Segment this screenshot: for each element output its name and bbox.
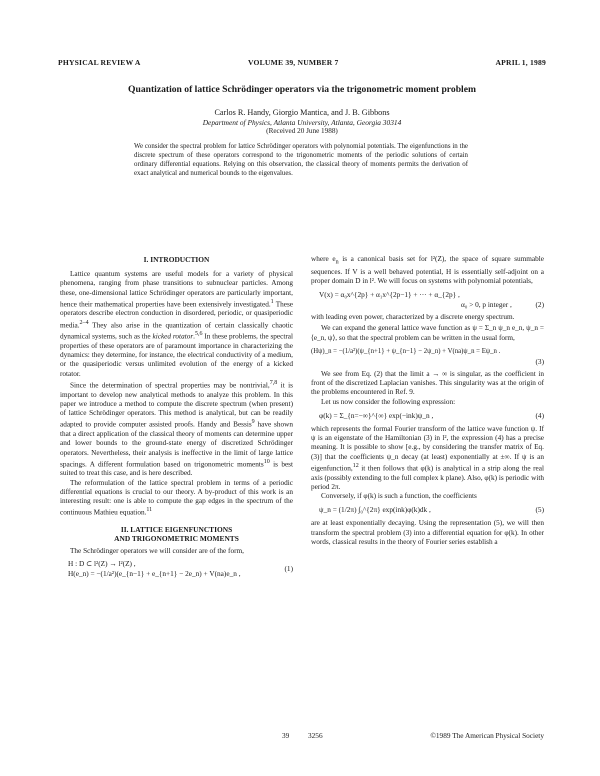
paragraph: We can expand the general lattice wave function as ψ = Σ_n ψ_n e_n, ψ_n = ⟨e_n, ψ⟩, so that the spectral problem can be written in the usual form, [311, 324, 544, 342]
reference-marker: 2–4 [79, 319, 89, 326]
affiliation: Department of Physics, Atlanta University, Atlanta, Georgia 30314 [202, 118, 402, 127]
left-column [60, 255, 293, 579]
equation-number: (5) [535, 505, 544, 515]
footer-volume: 39 [282, 731, 290, 740]
reference-marker: 1 [270, 298, 274, 305]
paragraph: Let us now consider the following expression: [321, 397, 456, 406]
paragraph: We see from Eq. (2) that the limit a → ∞ is singular, as the coefficient in front of the discretized Laplacian vanishes. This singularity was at the origin of the problems encountered in Ref. 9. [311, 369, 544, 397]
section-heading-lattice: II. LATTICE EIGENFUNCTIONS [120, 525, 233, 535]
reference-marker: 9 [251, 419, 255, 426]
paragraph: with leading even power, characterized by a discrete energy spectrum. [311, 313, 515, 322]
volume-number: VOLUME 39, NUMBER 7 [248, 58, 339, 67]
page-number: 3256 [308, 731, 323, 740]
copyright: ©1989 The American Physical Society [430, 731, 544, 740]
equation-5: ψ_n = (1/2π) ∫₀^{2π} exp(ink)φ(k)dk , (5) [319, 505, 544, 515]
paragraph: where $e_n$ is a canonical basis set for l²(Z), the space of square summable sequences. If V is a well behaved potential, H is essentially self-adjoint on a proper domain D in l². We will focus on systems with polynomial potentials, [311, 255, 544, 285]
author-list: Carlos R. Handy, Giorgio Mantica, and J. B. Gibbons [214, 108, 390, 117]
reference-marker: 7,8 [269, 379, 278, 386]
reference-marker: 11 [146, 507, 153, 514]
equation-number: (1) [284, 564, 293, 574]
paragraph: which represents the formal Fourier transform of the lattice wave function ψ. If ψ is an eigenstate of the Hamiltonian (3) in l², the expression (4) has a precise meaning. It is possible to show [e.g., by considering the transfer matrix of Eq. (3)] that the coefficients ψ_n decay (at least) exponentially at ±∞. If ψ is an eigenfunction,$^{12}$ it then follows that φ(k) is analytical in a strip along the real axis (possibly extending to the full complex k plane). Also, φ(k) is periodic with period 2π. [311, 424, 544, 491]
abstract: We consider the spectral problem for lattice Schrödinger operators with polynomial potentials. The eigenfunctions in the discrete spectrum of these operators correspond to the trigonometric moments of the periodic solutions of certain ordinary differential equations. Relying on this observation, the classical theory of moments permits the derivation of exact analytical and numerical bounds to the eigenvalues. [134, 143, 468, 177]
equation-1: H : D ⊂ l²(Z) → l²(Z) , H(e_n) = −(1/a²)(e_{n−1} + e_{n+1} − 2e_n) + V(na)e_n , (1) [68, 559, 293, 579]
equation-number: (4) [535, 410, 544, 420]
paragraph: The reformulation of the lattice spectral problem in terms of a periodic differential equations is crucial to our theory. A by-product of this work is an interesting result: one is able to compute the gap edges in the spectrum of the continuous Mathieu equation.$^{11}$ [60, 478, 293, 517]
received-date: (Received 20 June 1988) [266, 127, 338, 135]
equation-number: (2) [535, 300, 544, 310]
paragraph: Conversely, if φ(k) is such a function, the coefficients [321, 492, 477, 501]
article-title: Quantization of lattice Schrödinger operators via the trigonometric moment problem [128, 84, 476, 95]
running-head [58, 58, 546, 70]
paragraph: The Schrödinger operators we will consider are of the form, [70, 547, 244, 556]
equation-2: V(x) = α₀x^{2p} + α₁x^{2p−1} + ··· + α_{2p} , α₀ > 0, p integer , (2) [319, 290, 544, 310]
paragraph: Lattice quantum systems are useful models for a variety of physical phenomena, ranging from phase transitions to subnuclear particles. Among these, one-dimensional lattice Schrödinger operators are particularly important, hence their mathematical properties have been extensively investigated.$^1$ These operators describe electron conduction in disordered, periodic, or quasiperiodic media.$^{2-4}$ They also arise in the quantization of certain classically chaotic dynamical systems, such as the kicked rotator.$^{5,6}$ In these problems, the spectral properties of these operators are of paramount importance in characterizing the dynamics: they determine, for instance, the electrical conductivity of a medium, or the quasiperiodic versus unlimited evolution of the energy of a kicked rotator. [60, 270, 294, 378]
equation-4: φ(k) = Σ_{n=−∞}^{∞} exp(−ink)ψ_n , (4) [319, 410, 544, 420]
page-footer [60, 731, 544, 743]
emphasis: kicked rotator [152, 332, 194, 341]
equation-number: (3) [535, 356, 544, 366]
section-heading-introduction: I. INTRODUCTION [143, 255, 210, 264]
reference-marker: 5,6 [194, 331, 203, 338]
right-column [311, 255, 544, 547]
issue-date: APRIL 1, 1989 [495, 58, 546, 67]
journal-name: PHYSICAL REVIEW A [58, 58, 141, 67]
equation-3: (Hψ)_n = −(1/a²)(ψ_{n+1} + ψ_{n−1} − 2ψ_n) + V(na)ψ_n = Eψ_n . [311, 347, 501, 355]
section-heading-lattice-line2: AND TRIGONOMETRIC MOMENTS [114, 534, 239, 544]
reference-marker: 10 [263, 458, 270, 465]
reference-marker: 12 [352, 462, 359, 469]
paragraph: are at least exponentially decaying. Using the representation (5), we will then transform the spectral problem (3) into a differential equation for φ(k). In other words, classical results in the theory of Fourier series establish a [311, 519, 544, 546]
paragraph: Since the determination of spectral properties may be nontrivial,$^{7,8}$ it is important to develop new analytical methods to analyze this problem. In this paper we introduce a method to compute the discrete spectrum (when present) of lattice Schrödinger operators. This method is analytical, but can be readily adapted to provide computer assisted proofs. Handy and Bessis$^9$ have shown that a direct application of the classical theory of moments can determine upper and lower bounds to the ground-state energy of discretized Schrödinger operators. Nevertheless, their analysis is ineffective in the limit of large lattice spacings. A different formulation based on trigonometric moments$^{10}$ is best suited to treat this case, and is here described. [60, 379, 293, 478]
